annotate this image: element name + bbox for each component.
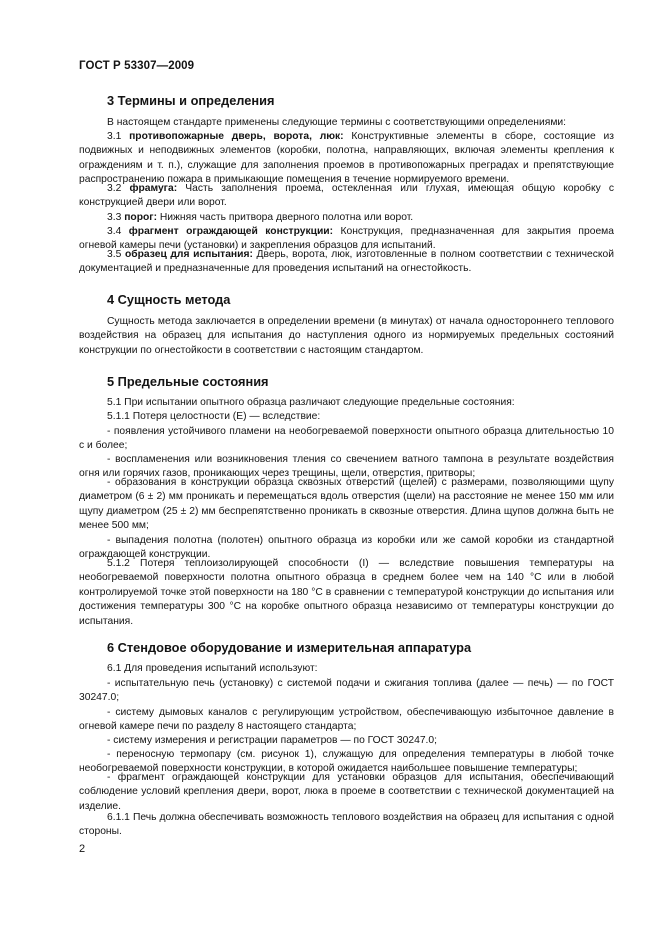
section-5-p7: 5.1.2 Потеря теплоизолирующей способности (I) — вследствие повышения температуры на необогреваемой поверхности полотна опытного образца в среднем более чем на 140 °С или в любой контролируемой точке этой поверхности на 180 °С в сравнении с температурой конструкции до испытания или достижения температуры 300 °С на коробке опытного образца независимо от температуры конструкции до испытания. [79,558,614,627]
term-3-3: 3.3 порог: Нижняя часть притвора дверного полотна или ворот. [107,212,414,223]
section-5-title: 5 Предельные состояния [107,374,269,389]
section-5-p6: - выпадения полотна (полотен) опытного образца из коробки или же самой коробки из стандартной ограждающей конструкции. [79,535,614,561]
section-3-title: 3 Термины и определения [107,93,275,108]
section-6-p6: - фрагмент ограждающей конструкции для установки образцов для испытания, обеспечивающий соблюдение условий крепления двери, ворот, люка в проеме в соответствии с технической документацией на изделие. [79,772,614,812]
section-5-p4: - воспламенения или возникновения тления со свечением ватного тампона в результате воздействия огня или горячих газов, проникающих через трещины, щели, отверстия, притворы; [79,454,614,480]
section-4-title: 4 Сущность метода [107,292,231,307]
term-3-1: 3.1 противопожарные дверь, ворота, люк: Конструктивные элементы в сборе, состоящие из подвижных и неподвижных элементов (коробки, полотна, направляющих, включая элементы крепления к ограждениям и т. п.), служащие для заполнения проемов в противопожарных преградах и препятствующие распространению пожара в примыкающие помещения в течение нормируемого времени. [79,131,614,186]
section-6-p1: 6.1 Для проведения испытаний используют: [107,663,318,674]
section-6-p7: 6.1.1 Печь должна обеспечивать возможность теплового воздействия на образец для испытания с одной стороны. [79,812,614,838]
section-5-p2: 5.1.1 Потеря целостности (Е) — вследствие: [107,411,321,422]
section-6-p5: - переносную термопару (см. рисунок 1), служащую для определения температуры в любой точке необогреваемой поверхности конструкции, в которой ожидается наибольшее повышение температуры; [79,749,614,775]
section-6-p2: - испытательную печь (установку) с системой подачи и сжигания топлива (далее — печь) — по ГОСТ 30247.0; [79,678,614,704]
term-3-2: 3.2 фрамуга: Часть заполнения проема, остекленная или глухая, имеющая общую коробку с конструкцией двери или ворот. [79,183,614,209]
section-5-p3: - появления устойчивого пламени на необогреваемой поверхности опытного образца длительностью 10 с и более; [79,426,614,452]
section-6-title: 6 Стендовое оборудование и измерительная аппаратура [107,640,472,655]
section-6-p4: - систему измерения и регистрации параметров — по ГОСТ 30247.0; [107,735,438,746]
section-6-p3: - систему дымовых каналов с регулирующим устройством, обеспечивающую избыточное давление в огневой камере печи по разделу 8 настоящего стандарта; [79,707,614,733]
document-header: ГОСТ Р 53307—2009 [79,60,195,72]
section-4-text: Сущность метода заключается в определении времени (в минутах) от начала одностороннего теплового воздействия на образец для испытания до наступления одного из нормируемых предельных состояний конструкции по огнестойкости в соответствии с настоящим стандартом. [79,316,614,356]
section-5-p1: 5.1 При испытании опытного образца различают следующие предельные состояния: [107,397,515,408]
section-5-p5: - образования в конструкции образца сквозных отверстий (щелей) с размерами, позволяющими щупу диаметром (6 ± 2) мм проникать и перемещаться вдоль отверстия (щели) на расстояние не менее 150 мм или щупу диаметром (25 ± 2) мм беспрепятственно проникать в сквозные отверстия. Длина щупов должна быть не менее 500 мм; [79,477,614,532]
term-3-4: 3.4 фрагмент ограждающей конструкции: Конструкция, предназначенная для закрытия проема огневой камеры печи (установки) и закрепления образцов для испытаний. [79,226,614,252]
section-3-intro: В настоящем стандарте применены следующие термины с соответствующими определениями: [107,117,567,128]
page-number: 2 [79,843,86,855]
term-3-5: 3.5 образец для испытания: Дверь, ворота, люк, изготовленные в полном соответствии с технической документацией и предназначенные для проведения испытаний на огнестойкость. [79,249,614,275]
